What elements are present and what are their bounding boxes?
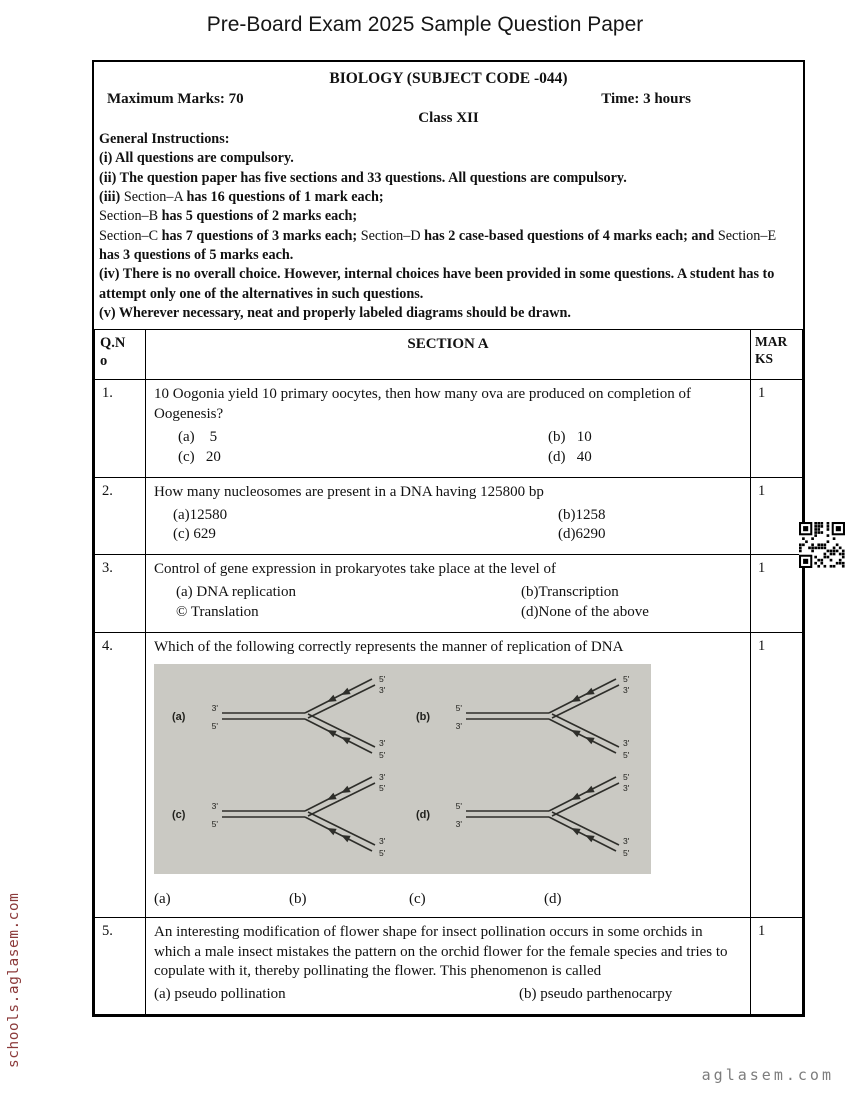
svg-text:(a): (a) (172, 710, 186, 723)
page-title: Pre-Board Exam 2025 Sample Question Paper (206, 13, 644, 36)
svg-text:3': 3' (455, 818, 462, 829)
question-paper (92, 60, 805, 1017)
answer-label-c: (c) (409, 890, 426, 907)
question-row-1 (95, 380, 803, 477)
question-table (94, 329, 803, 1015)
svg-text:5': 5' (623, 847, 630, 858)
svg-text:(d): (d) (416, 808, 431, 821)
qr-code (799, 522, 845, 568)
svg-text:3': 3' (623, 782, 630, 793)
svg-text:5': 5' (379, 673, 386, 684)
diagram-background (154, 664, 651, 874)
svg-text:5': 5' (623, 673, 630, 684)
svg-text:5': 5' (211, 818, 218, 829)
question-row-4 (95, 632, 803, 917)
question-4-answer-labels (154, 891, 742, 908)
svg-text:5': 5' (623, 771, 630, 782)
instruction-line-v: (v) Wherever necessary, neat and properly labeled diagrams should be drawn. (99, 304, 571, 321)
question-5-marks: 1 (751, 917, 803, 1015)
maximum-marks: Maximum Marks: 70 (107, 91, 244, 107)
instruction-line-ii: (ii) The question paper has five sections and 33 questions. All questions are compulsory. (99, 169, 627, 186)
instruction-num: (iii) (99, 188, 124, 205)
answer-label-b: (b) (289, 890, 307, 907)
svg-text:(c): (c) (172, 808, 186, 821)
svg-text:3': 3' (379, 835, 386, 846)
question-4-body (146, 632, 751, 917)
question-5-options (154, 985, 742, 1005)
option-d: (d) 40 (548, 448, 592, 465)
question-2-text: How many nucleosomes are present in a DNA having 125800 bp (154, 483, 544, 500)
svg-text:5': 5' (455, 800, 462, 811)
section-e-detail: has 3 questions of 5 marks each. (99, 246, 294, 263)
section-e-name: Section–E (717, 227, 777, 244)
question-3-options (154, 583, 742, 623)
option-c: (c) 629 (173, 526, 216, 543)
instructions-heading: General Instructions: (99, 131, 230, 147)
question-1-marks: 1 (751, 380, 803, 477)
question-1-number: 1. (95, 380, 146, 477)
watermark-left: schools.aglasem.com (6, 892, 22, 1068)
section-a-name: Section–A (123, 188, 187, 205)
svg-text:5': 5' (379, 749, 386, 760)
question-3-marks: 1 (751, 555, 803, 633)
question-3-body (146, 555, 751, 633)
question-1-body (146, 380, 751, 477)
question-1-options (154, 428, 742, 468)
question-5-body (146, 917, 751, 1015)
option-a: (a) pseudo pollination (154, 986, 286, 1003)
svg-text:3': 3' (379, 737, 386, 748)
question-4-marks: 1 (751, 632, 803, 917)
svg-text:(b): (b) (416, 710, 431, 723)
svg-text:3': 3' (379, 684, 386, 695)
question-row-2 (95, 477, 803, 555)
class-label: Class XII (418, 110, 479, 126)
question-row-3 (95, 555, 803, 633)
instruction-line-section-b (99, 207, 795, 226)
question-1-text: 10 Oogonia yield 10 primary oocytes, then how many ova are produced on completion of Oogenesis? (154, 386, 691, 423)
column-header-section-a: SECTION A (146, 330, 751, 380)
svg-text:3': 3' (455, 720, 462, 731)
option-b: (b) pseudo parthenocarpy (519, 986, 673, 1003)
option-a: (a) 5 (178, 429, 218, 445)
column-header-marks: MARKS (751, 330, 803, 380)
question-5-text: An interesting modification of flower shape for insect pollination occurs in some orchids in which a male insect mistakes the pattern on the orchid flower for the female species and tries to copulate with it, thereby pollinating the flower. This phenomenon is called (154, 923, 728, 980)
dna-replication-diagram (154, 664, 742, 874)
option-b: (b) 10 (548, 429, 592, 445)
answer-label-d: (d) (544, 890, 562, 907)
question-4-number: 4. (95, 632, 146, 917)
question-3-number: 3. (95, 555, 146, 633)
section-c-name: Section–C (99, 227, 162, 244)
marks-time-row (94, 88, 803, 108)
question-2-options (154, 506, 742, 546)
option-a: (a) DNA replication (176, 584, 296, 601)
question-2-marks: 1 (751, 477, 803, 555)
svg-text:3': 3' (623, 737, 630, 748)
table-header-row (95, 330, 803, 380)
option-d: (d)None of the above (521, 603, 649, 620)
instruction-line-iv: (iv) There is no overall choice. However, internal choices have been provided in some questions. A student has to attempt only one of the alternatives in such questions. (99, 266, 775, 302)
question-2-body (146, 477, 751, 555)
question-5-number: 5. (95, 917, 146, 1015)
svg-text:3': 3' (623, 684, 630, 695)
svg-text:5': 5' (379, 782, 386, 793)
question-4-text: Which of the following correctly represents the manner of replication of DNA (154, 638, 624, 655)
instruction-line-iii (99, 188, 795, 207)
svg-text:3': 3' (211, 702, 218, 713)
option-b: (b)1258 (558, 506, 606, 523)
column-header-qno: Q.No (95, 330, 146, 380)
svg-text:3': 3' (211, 800, 218, 811)
footer-brand: aglasem.com (701, 1066, 834, 1084)
section-d-detail: has 2 case-based questions of 4 marks each; and (424, 227, 718, 244)
question-3-text: Control of gene expression in prokaryotes take place at the level of (154, 561, 556, 578)
svg-text:5': 5' (379, 847, 386, 858)
general-instructions (94, 127, 803, 329)
time-allowed: Time: 3 hours (601, 91, 691, 107)
answer-label-a: (a) (154, 890, 171, 907)
subject-title: BIOLOGY (SUBJECT CODE -044) (329, 70, 568, 87)
svg-text:3': 3' (379, 771, 386, 782)
svg-text:5': 5' (623, 749, 630, 760)
option-a: (a)12580 (173, 506, 228, 523)
instruction-line-section-cde (99, 227, 795, 266)
svg-text:5': 5' (211, 720, 218, 731)
option-d: (d)6290 (558, 526, 606, 543)
section-c-detail: has 7 questions of 3 marks each; (161, 227, 361, 244)
section-a-detail: has 16 questions of 1 mark each; (186, 188, 384, 205)
option-c: © Translation (176, 603, 259, 620)
instruction-line-i: (i) All questions are compulsory. (99, 150, 294, 167)
svg-text:5': 5' (455, 702, 462, 713)
question-row-5 (95, 917, 803, 1015)
option-c: (c) 20 (178, 448, 221, 465)
section-d-name: Section–D (360, 227, 425, 244)
section-b-detail: has 5 questions of 2 marks each; (161, 208, 358, 225)
option-b: (b)Transcription (521, 584, 619, 601)
question-2-number: 2. (95, 477, 146, 555)
section-b-name: Section–B (99, 208, 162, 225)
svg-text:3': 3' (623, 835, 630, 846)
